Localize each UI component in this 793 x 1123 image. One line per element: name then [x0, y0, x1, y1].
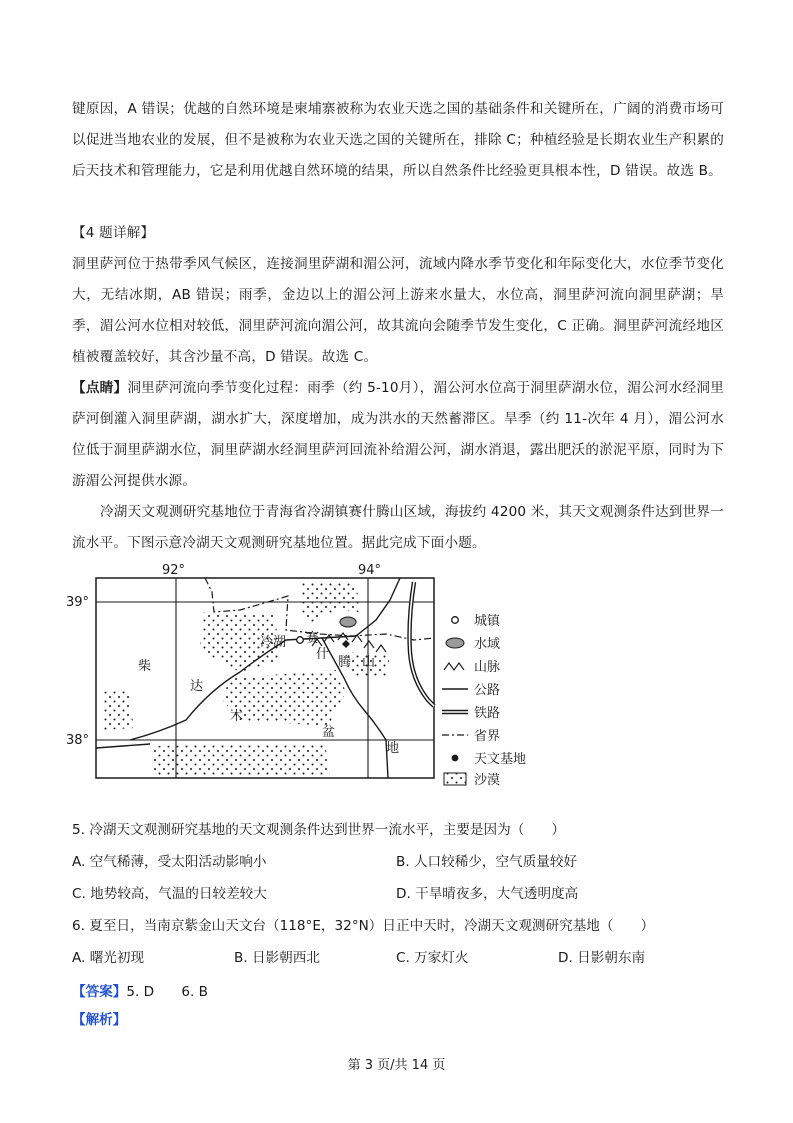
legend-road: 公路	[474, 683, 501, 698]
basin-char-4: 盆	[322, 725, 336, 740]
legend-mountain-icon	[444, 663, 464, 670]
q6-option-a: A. 曙光初现	[72, 950, 145, 966]
question-6: 6. 夏至日，当南京紫金山天文台（118°E，32°N）日正中天时，冷湖天文观测研究基地（ ）	[72, 918, 655, 934]
point-tag: 【点睛】	[72, 380, 128, 396]
paragraph-explanation-4: 洞里萨河位于热带季风气候区，连接洞里萨湖和湄公河，流域内降水季节变化和年际变化大，水位季节变化大，无结冰期，AB 错误；雨季，金边以上的湄公河上游来水量大，水位高，洞里萨河流向洞里萨湖；旱季，湄公河水位相对较低，洞里萨河流向湄公河，故其流向会随季节发生变化，C 正确。洞里萨河流经地区植被覆盖较好，其含沙量不高，D 错误。故选 C。	[72, 256, 724, 365]
paragraph-explanation-3: 键原因，A 错误；优越的自然环境是柬埔寨被称为农业天选之国的基础条件和关键所在，广阔的消费市场可以促进当地农业的发展，但不是被称为农业天选之国的关键所在，排除 C；种植经验是长期农业生产积累的后天技术和管理能力，它是利用优越自然环境的结果，所以自然条件比经验更具根本性，D 错误。故选 B。	[72, 101, 724, 179]
lat-label-38: 38°	[66, 733, 90, 748]
mountain-char-3: 腾	[338, 655, 352, 670]
legend-town: 城镇	[474, 614, 501, 629]
basin-char-1: 柴	[138, 659, 152, 674]
basin-char-3: 木	[230, 709, 244, 724]
answer-label: 【答案】	[72, 984, 127, 1000]
q5-option-d: D. 干旱晴夜多，大气透明度高	[396, 886, 579, 902]
q5-option-b: B. 人口较稀少，空气质量较好	[396, 854, 578, 870]
map-legend	[442, 613, 526, 788]
lat-label-39: 39°	[66, 595, 90, 610]
analysis-label: 【解析】	[72, 1012, 127, 1028]
lon-label-94: 94°	[358, 563, 382, 578]
q5-option-a: A. 空气稀薄，受太阳活动影响小	[72, 854, 267, 870]
q6-option-b: B. 日影朝西北	[234, 950, 320, 966]
answer-line	[72, 982, 208, 1002]
mountain-char-2: 什	[316, 647, 330, 662]
paragraph-point	[72, 373, 724, 497]
legend-railway: 铁路	[474, 706, 501, 721]
basin-char-5: 地	[386, 741, 400, 756]
legend-desert: 沙漠	[474, 773, 501, 788]
town-icon	[297, 637, 304, 644]
legend-town-icon	[452, 617, 459, 624]
q6-option-c: C. 万家灯火	[396, 950, 469, 966]
q6-option-d: D. 日影朝东南	[558, 950, 646, 966]
mountain-char-4: 山	[362, 655, 376, 670]
legend-water-icon	[446, 638, 464, 648]
question-4-heading: 【4 题详解】	[72, 225, 155, 241]
water-body	[340, 617, 356, 627]
legend-observatory: 天文基地	[474, 752, 527, 767]
legend-water: 水域	[474, 637, 501, 652]
paragraph-intro-lenghu: 冷湖天文观测研究基地位于青海省冷湖镇赛什腾山区域，海拔约 4200 米，其天文观测条件达到世界一流水平。下图示意冷湖天文观测研究基地位置。据此完成下面小题。	[72, 504, 724, 551]
legend-observatory-icon	[452, 755, 459, 762]
lenghu-location-map	[66, 560, 570, 788]
legend-mountain: 山脉	[474, 660, 501, 675]
answer-values: 5. D 6. B	[126, 984, 208, 1000]
q5-option-c: C. 地势较高，气温的日较差较大	[72, 886, 267, 902]
lon-label-92: 92°	[162, 563, 186, 578]
legend-desert-icon	[444, 773, 466, 785]
basin-char-2: 达	[190, 679, 204, 694]
mountain-char-1: 赛	[306, 631, 320, 646]
map-svg	[66, 560, 570, 788]
desert-south-icon	[152, 744, 330, 775]
question-5: 5. 冷湖天文观测研究基地的天文观测条件达到世界一流水平，主要是因为（ ）	[72, 822, 566, 838]
point-text: 洞里萨河流向季节变化过程：雨季（约 5-10月），湄公河水位高于洞里萨湖水位，湄公河水经洞里萨河倒灌入洞里萨湖，湖水扩大，深度增加，成为洪水的天然蓄滞区。旱季（约 11-次年 4 月），湄公河水位低于洞里萨湖水位，洞里萨湖水经洞里萨河回流补给湄公河，湖水消退，露出肥沃的淤泥平原，同时为下游湄公河提供水源。	[72, 380, 724, 489]
legend-boundary: 省界	[474, 729, 501, 744]
page-footer: 第 3 页/共 14 页	[347, 1058, 446, 1073]
town-label: 冷湖	[260, 635, 287, 650]
